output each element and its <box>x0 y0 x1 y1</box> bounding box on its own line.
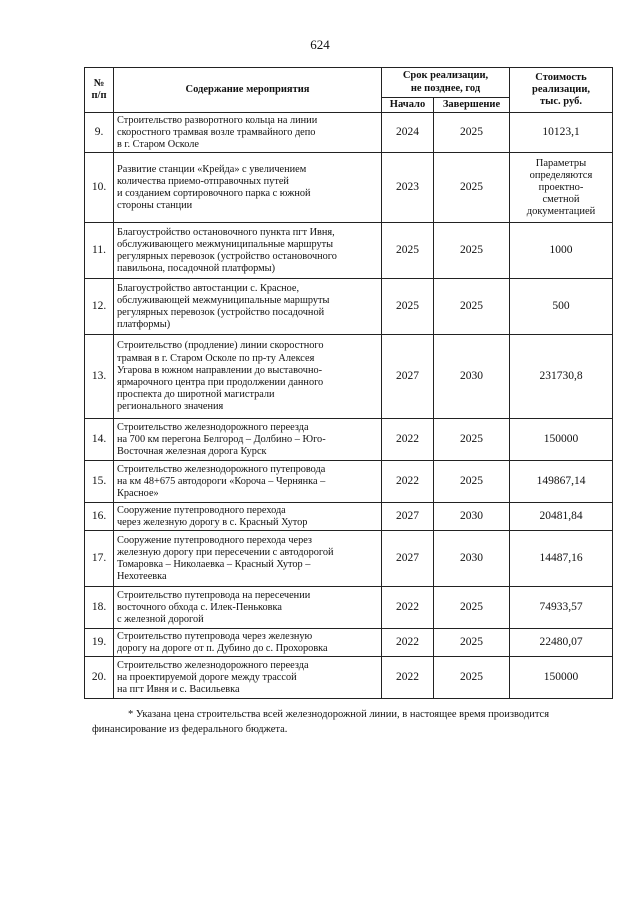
row-number: 19. <box>85 629 114 657</box>
row-description: Сооружение путепроводного перехода через железную дорогу в с. Красный Хутор <box>114 503 382 531</box>
row-cost: Параметры определяются проектно- сметной документацией <box>510 153 613 223</box>
row-start-year: 2022 <box>382 419 434 461</box>
row-number: 16. <box>85 503 114 531</box>
row-start-year: 2022 <box>382 461 434 503</box>
table-row <box>85 153 613 223</box>
row-cost: 20481,84 <box>510 503 613 531</box>
table-row <box>85 223 613 279</box>
row-start-year: 2023 <box>382 153 434 223</box>
table-row <box>85 531 613 587</box>
row-start-year: 2022 <box>382 657 434 699</box>
row-cost: 231730,8 <box>510 335 613 419</box>
row-description: Строительство железнодорожного переезда на 700 км перегона Белгород – Долбино – Юго- Восточная железная дорога Курск <box>114 419 382 461</box>
row-cost: 500 <box>510 279 613 335</box>
header-cost: Стоимость реализации, тыс. руб. <box>510 68 613 113</box>
row-number: 17. <box>85 531 114 587</box>
row-end-year: 2030 <box>434 531 510 587</box>
row-cost: 74933,57 <box>510 587 613 629</box>
row-number: 15. <box>85 461 114 503</box>
row-description: Строительство путепровода через железную дорогу на дороге от п. Дубино до с. Прохоровка <box>114 629 382 657</box>
row-description: Сооружение путепроводного перехода через железную дорогу при пересечении с автодорогой Томаровка – Николаевка – Красный Хутор – Нехотеевка <box>114 531 382 587</box>
row-start-year: 2027 <box>382 531 434 587</box>
row-end-year: 2025 <box>434 223 510 279</box>
row-start-year: 2024 <box>382 113 434 153</box>
row-description: Благоустройство автостанции с. Красное, обслуживающей межмуниципальные маршруты регулярных перевозок (устройство посадочной платформы) <box>114 279 382 335</box>
row-start-year: 2022 <box>382 587 434 629</box>
row-number: 14. <box>85 419 114 461</box>
row-description: Строительство железнодорожного переезда на проектируемой дороге между трассой на пгт Ивня и с. Васильевка <box>114 657 382 699</box>
table-row <box>85 113 613 153</box>
row-description: Строительство путепровода на пересечении восточного обхода с. Илек-Пеньковка с железной дорогой <box>114 587 382 629</box>
row-number: 13. <box>85 335 114 419</box>
header-start: Начало <box>382 98 434 113</box>
row-end-year: 2025 <box>434 113 510 153</box>
header-period: Срок реализации, не позднее, год <box>382 68 510 98</box>
row-cost: 149867,14 <box>510 461 613 503</box>
header-num: № п/п <box>85 68 114 113</box>
table-header <box>85 68 613 113</box>
row-start-year: 2025 <box>382 223 434 279</box>
table-row <box>85 629 613 657</box>
row-description: Развитие станции «Крейда» с увеличением количества приемо-отправочных путей и созданием сортировочного парка с южной стороны станции <box>114 153 382 223</box>
row-cost: 22480,07 <box>510 629 613 657</box>
row-number: 9. <box>85 113 114 153</box>
row-end-year: 2025 <box>434 153 510 223</box>
row-end-year: 2030 <box>434 503 510 531</box>
row-cost: 150000 <box>510 657 613 699</box>
table-row <box>85 461 613 503</box>
row-number: 18. <box>85 587 114 629</box>
row-end-year: 2025 <box>434 461 510 503</box>
row-number: 10. <box>85 153 114 223</box>
row-end-year: 2025 <box>434 279 510 335</box>
row-start-year: 2022 <box>382 629 434 657</box>
row-number: 12. <box>85 279 114 335</box>
header-description: Содержание мероприятия <box>114 68 382 113</box>
row-cost: 14487,16 <box>510 531 613 587</box>
table-row <box>85 335 613 419</box>
table-body <box>85 113 613 699</box>
row-description: Благоустройство остановочного пункта пгт Ивня, обслуживающего межмуниципальные маршруты регулярных перевозок (устройство остановочного павильона, посадочной платформы) <box>114 223 382 279</box>
row-description: Строительство (продление) линии скоростного трамвая в г. Старом Осколе по пр-ту Алексея Угарова в южном направлении до выставочно- ярмарочного центра при продолжении данного проспекта до широтной магистрали регионального значения <box>114 335 382 419</box>
header-end: Завершение <box>434 98 510 113</box>
row-end-year: 2025 <box>434 587 510 629</box>
footnote: * Указана цена строительства всей железнодорожной линии, в настоящее время производится финансирование из федерального бюджета. <box>92 709 550 736</box>
row-description: Строительство разворотного кольца на линии скоростного трамвая возле трамвайного депо в г. Старом Осколе <box>114 113 382 153</box>
row-end-year: 2025 <box>434 419 510 461</box>
row-end-year: 2030 <box>434 335 510 419</box>
row-number: 11. <box>85 223 114 279</box>
row-start-year: 2027 <box>382 503 434 531</box>
page-number: 624 <box>310 37 330 52</box>
row-cost: 1000 <box>510 223 613 279</box>
row-start-year: 2027 <box>382 335 434 419</box>
row-start-year: 2025 <box>382 279 434 335</box>
table-row <box>85 419 613 461</box>
row-cost: 150000 <box>510 419 613 461</box>
measures-table <box>84 67 613 699</box>
row-number: 20. <box>85 657 114 699</box>
row-end-year: 2025 <box>434 629 510 657</box>
table-row <box>85 503 613 531</box>
row-description: Строительство железнодорожного путепровода на км 48+675 автодороги «Короча – Чернянка – Красное» <box>114 461 382 503</box>
table-row <box>85 279 613 335</box>
row-end-year: 2025 <box>434 657 510 699</box>
table-row <box>85 657 613 699</box>
row-cost: 10123,1 <box>510 113 613 153</box>
table-row <box>85 587 613 629</box>
